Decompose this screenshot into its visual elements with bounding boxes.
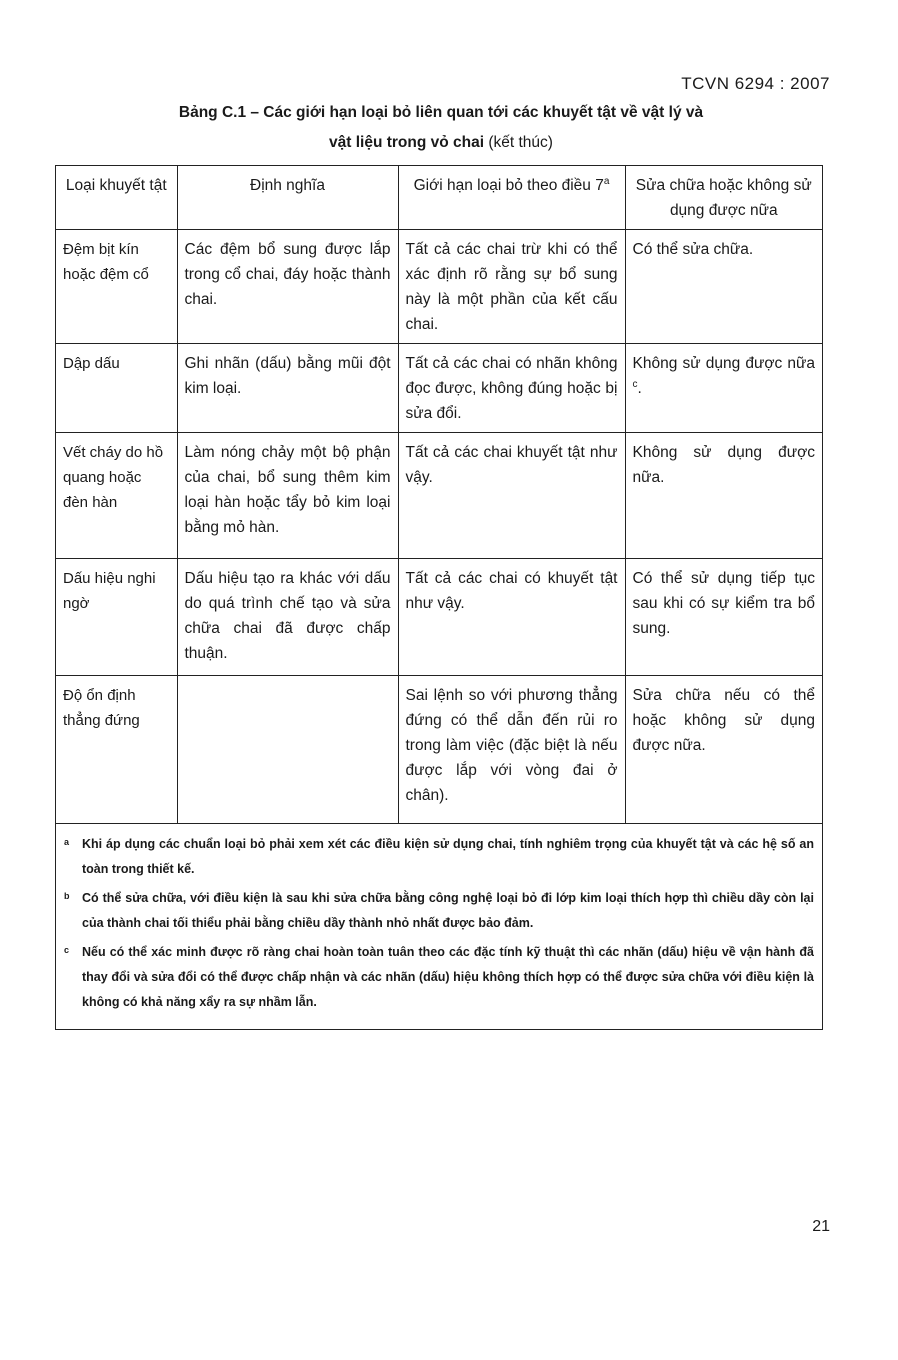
cell-definition-text: Làm nóng chảy một bộ phận của chai, bổ sung thêm kim loại hàn hoặc tẩy bỏ kim loại bằng mỏ hàn. bbox=[184, 444, 391, 536]
footnote bbox=[64, 832, 814, 882]
cell-repair-or-condemn bbox=[625, 230, 822, 344]
cell-rejection-limit-text: Tất cả các chai có nhãn không đọc được, không đúng hoặc bị sửa đổi. bbox=[405, 355, 618, 422]
cell-rejection-limit-text: Tất cả các chai có khuyết tật như vậy. bbox=[405, 570, 618, 612]
rejection-limits-table-frame bbox=[55, 165, 823, 1030]
standard-code: TCVN 6294 : 2007 bbox=[681, 74, 830, 93]
footnote bbox=[64, 940, 814, 1015]
cell-rejection-limit-text: Sai lệnh so với phương thẳng đứng có thể dẫn đến rủi ro trong làm việc (đặc biệt là nếu được lắp với vòng đai ở chân). bbox=[405, 687, 618, 804]
cell-rejection-limit-text: Tất cả các chai khuyết tật như vậy. bbox=[405, 444, 618, 486]
page-number: 21 bbox=[812, 1218, 830, 1235]
table-row bbox=[56, 676, 822, 824]
cell-defect-type bbox=[56, 433, 177, 559]
cell-definition bbox=[177, 676, 398, 824]
footnote-mark: b bbox=[64, 891, 70, 901]
table-row bbox=[56, 559, 822, 676]
cell-definition bbox=[177, 433, 398, 559]
caption-line2-bold: vật liệu trong vỏ chai bbox=[329, 134, 485, 151]
cell-repair-or-condemn-text: Có thể sửa chữa. bbox=[632, 241, 754, 258]
cell-rejection-limit-text: Tất cả các chai trừ khi có thể xác định rõ rằng sự bổ sung này là một phần của kết cấu chai. bbox=[405, 241, 618, 333]
table-row bbox=[56, 433, 822, 559]
header-defect-type: Loại khuyết tật bbox=[56, 166, 177, 230]
cell-repair-or-condemn-text: Không sử dụng được nữa bbox=[632, 355, 815, 372]
cell-defect-type bbox=[56, 230, 177, 344]
header-repair-or-condemn: Sửa chữa hoặc không sử dụng được nữa bbox=[625, 166, 822, 230]
cell-defect-type bbox=[56, 676, 177, 824]
cell-rejection-limit bbox=[398, 676, 625, 824]
table-caption: Bảng C.1 – Các giới hạn loại bỏ liên quan tới các khuyết tật về vật lý và bbox=[178, 104, 704, 121]
cell-rejection-limit bbox=[398, 344, 625, 433]
cell-defect-type-text: Đệm bịt kín hoặc đệm cổ bbox=[63, 241, 149, 283]
table-row bbox=[56, 344, 822, 433]
header-rejection-limit bbox=[398, 166, 625, 230]
cell-definition bbox=[177, 230, 398, 344]
cell-rejection-limit bbox=[398, 559, 625, 676]
cell-repair-or-condemn bbox=[625, 559, 822, 676]
table-row bbox=[56, 230, 822, 344]
caption-line2-note: (kết thúc) bbox=[488, 134, 553, 151]
cell-defect-type-text: Vết cháy do hồ quang hoặc đèn hàn bbox=[63, 444, 164, 511]
cell-defect-type-text: Độ ổn định thẳng đứng bbox=[63, 687, 140, 729]
cell-rejection-limit bbox=[398, 230, 625, 344]
cell-definition-text: Dấu hiệu tạo ra khác với dấu do quá trình chế tạo và sửa chữa chai đã được chấp thuận. bbox=[184, 570, 391, 662]
cell-repair-or-condemn-text: Có thể sử dụng tiếp tục sau khi có sự kiểm tra bổ sung. bbox=[632, 570, 815, 637]
cell-definition-text: Các đệm bổ sung được lắp trong cổ chai, đáy hoặc thành chai. bbox=[184, 241, 391, 308]
footnote-mark: a bbox=[64, 837, 70, 847]
cell-repair-or-condemn bbox=[625, 676, 822, 824]
cell-rejection-limit bbox=[398, 433, 625, 559]
footnote-ref: c bbox=[632, 378, 638, 390]
cell-definition bbox=[177, 344, 398, 433]
table-header-row bbox=[56, 166, 822, 230]
cell-repair-or-condemn: Không sử dụng được nữa $^c$. bbox=[625, 344, 822, 433]
footnote-ref-a: a bbox=[603, 175, 610, 187]
cell-repair-or-condemn-text: Sửa chữa nếu có thể hoặc không sử dụng được nữa. bbox=[632, 687, 815, 754]
header-definition: Định nghĩa bbox=[177, 166, 398, 230]
cell-defect-type bbox=[56, 559, 177, 676]
table-footnotes bbox=[56, 824, 822, 1029]
rejection-limits-table bbox=[56, 166, 822, 824]
footnote-text: Nếu có thể xác minh được rõ ràng chai hoàn toàn tuân theo các đặc tính kỹ thuật thì các nhãn (dấu) hiệu về vận hành đã thay đổi và sửa đổi có thể được chấp nhận và các nhãn (dấu) hiệu không thích hợp có thể được sửa chữa với điều kiện là không có khả năng xẩy ra sự nhầm lẫn. bbox=[82, 945, 814, 1009]
footnote-mark: c bbox=[64, 945, 70, 955]
footnote bbox=[64, 886, 814, 936]
cell-definition-text: Ghi nhãn (dấu) bằng mũi đột kim loại. bbox=[184, 355, 391, 397]
cell-repair-or-condemn-text: Không sử dụng được nữa. bbox=[632, 444, 815, 486]
cell-defect-type-text: Dập dấu bbox=[63, 355, 120, 372]
footnote-text: Có thể sửa chữa, với điều kiện là sau khi sửa chữa bằng công nghệ loại bỏ đi lớp kim loại thích hợp thì chiều dầy còn lại của thành chai tối thiểu phải bằng chiều dầy thành nhỏ nhất được bảo đảm. bbox=[82, 891, 814, 930]
cell-repair-or-condemn bbox=[625, 433, 822, 559]
cell-defect-type-text: Dấu hiệu nghi ngờ bbox=[63, 570, 156, 612]
cell-definition bbox=[177, 559, 398, 676]
table-caption-continued bbox=[60, 134, 822, 152]
header-rejection-limit-text: Giới hạn loại bỏ theo điều 7 bbox=[413, 177, 604, 194]
cell-defect-type bbox=[56, 344, 177, 433]
footnote-text: Khi áp dụng các chuẩn loại bỏ phải xem xét các điều kiện sử dụng chai, tính nghiêm trọng của khuyết tật và các hệ số an toàn trong thiết kế. bbox=[82, 837, 814, 876]
